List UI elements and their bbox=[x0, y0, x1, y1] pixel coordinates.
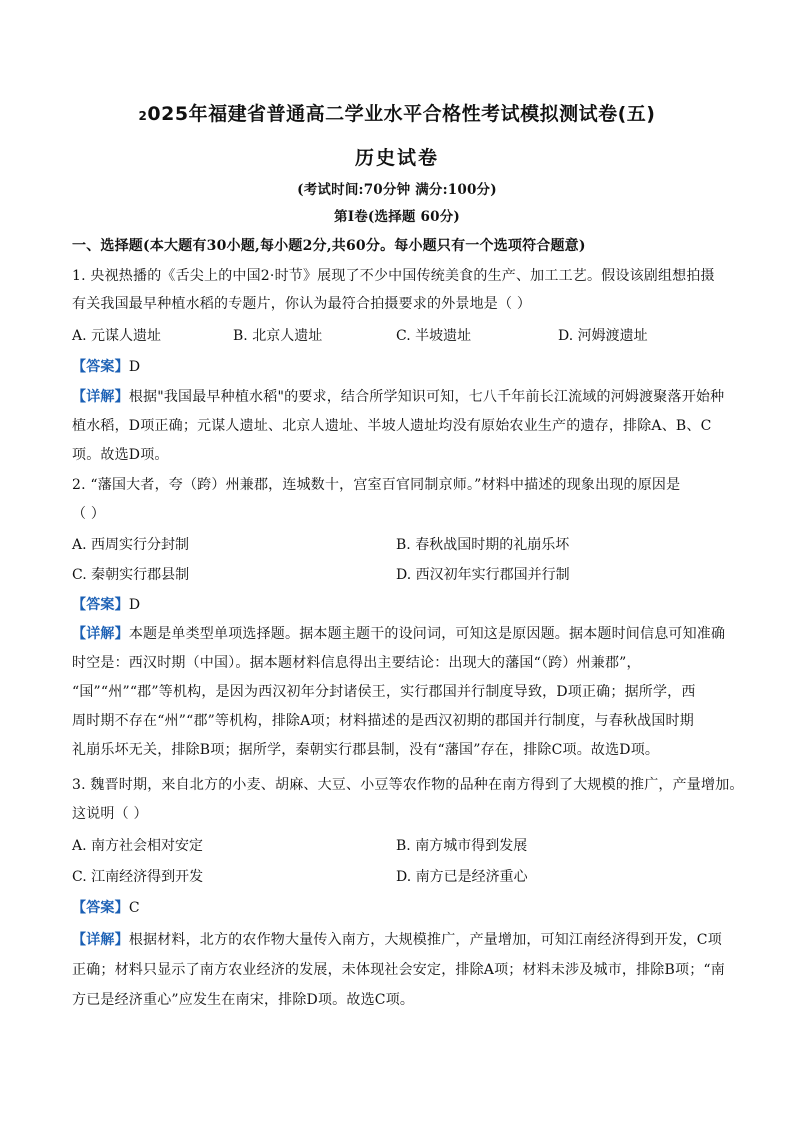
q2-stem-line-1: 2. “藩国大者，夸（跨）州兼郡，连城数十，宫室百官同制京师。”材料中描述的现象出现的原因是 bbox=[72, 477, 681, 493]
q1-detail-line-3: 项。故选D项。 bbox=[72, 447, 169, 463]
q2-option-a: A. 西周实行分封制 bbox=[72, 537, 190, 553]
volume-heading: 第Ⅰ卷(选择题 60分) bbox=[334, 209, 460, 225]
q3-detail-text-1: 根据材料，北方的农作物大量传入南方，大规模推广，产量增加，可知江南经济得到开发，C项 bbox=[128, 932, 722, 948]
answer-tag: 【答案】 bbox=[72, 900, 129, 916]
q2-answer-value: D bbox=[128, 597, 141, 613]
exam-title bbox=[0, 104, 794, 126]
q1-detail-line-2: 植水稻，D项正确；元谋人遗址、北京人遗址、半坡人遗址均没有原始农业生产的遗存，排除A、B、C bbox=[72, 418, 712, 434]
q2-answer bbox=[72, 595, 732, 615]
exam-info: (考试时间:70分钟 满分:100分) bbox=[297, 182, 497, 198]
section-heading: 一、选择题(本大题有30小题,每小题2分,共60分。每小题只有一个选项符合题意) bbox=[72, 238, 586, 254]
q1-option-d: D. 河姆渡遗址 bbox=[558, 328, 648, 344]
q2-detail-line-4: 周时期不存在“州”“郡”等机构，排除A项；材料描述的是西汉初期的郡国并行制度，与春秋战国时期 bbox=[72, 713, 694, 729]
q1-option-b: B. 北京人遗址 bbox=[233, 328, 323, 344]
q3-answer-value: C bbox=[128, 900, 140, 916]
q1-detail-text-1: 根据"我国最早种植水稻"的要求，结合所学知识可知，七八千年前长江流域的河姆渡聚落开始种 bbox=[128, 389, 725, 405]
exam-title-prefix: 2 bbox=[138, 109, 148, 123]
answer-tag: 【答案】 bbox=[72, 359, 129, 375]
q3-detail-line-2: 正确；材料只显示了南方农业经济的发展，未体现社会安定，排除A项；材料未涉及城市，排除B项；“南 bbox=[72, 962, 725, 978]
q2-option-d: D. 西汉初年实行郡国并行制 bbox=[396, 567, 570, 583]
q1-stem-line-2: 有关我国最早种植水稻的专题片，你认为最符合拍摄要求的外景地是（ ） bbox=[72, 296, 532, 312]
q2-detail-line-2: 时空是：西汉时期（中国）。据本题材料信息得出主要结论：出现大的藩国“（跨）州兼郡”， bbox=[72, 655, 641, 671]
exam-title-main: 025年福建省普通高二学业水平合格性考试模拟测试卷(五) bbox=[147, 103, 656, 125]
detail-tag: 【详解】 bbox=[72, 932, 129, 948]
q3-stem-line-1: 3. 魏晋时期，来自北方的小麦、胡麻、大豆、小豆等农作物的品种在南方得到了大规模的推广，产量增加。 bbox=[72, 777, 744, 793]
q3-stem-line-2: 这说明（ ） bbox=[72, 806, 148, 822]
q2-stem-line-2: （ ） bbox=[72, 506, 106, 522]
q1-answer bbox=[72, 357, 732, 377]
q1-answer-value: D bbox=[128, 359, 141, 375]
q1-option-a: A. 元谋人遗址 bbox=[72, 328, 162, 344]
q2-detail-line-3: “国”“州”“郡”等机构，是因为西汉初年分封诸侯王，实行郡国并行制度导致，D项正确；据所学，西 bbox=[72, 684, 696, 700]
q1-detail-line-1 bbox=[72, 387, 732, 407]
q1-option-c: C. 半坡遗址 bbox=[396, 328, 472, 344]
q3-detail-line-3: 方已是经济重心”应发生在南宋，排除D项。故选C项。 bbox=[72, 992, 415, 1008]
subject-title: 历史试卷 bbox=[354, 147, 439, 169]
detail-tag: 【详解】 bbox=[72, 389, 129, 405]
q3-option-c: C. 江南经济得到开发 bbox=[72, 869, 204, 885]
q3-option-a: A. 南方社会相对安定 bbox=[72, 838, 204, 854]
q2-option-c: C. 秦朝实行郡县制 bbox=[72, 567, 190, 583]
q3-answer bbox=[72, 898, 732, 918]
q2-detail-line-1 bbox=[72, 624, 732, 644]
q3-option-d: D. 南方已是经济重心 bbox=[396, 869, 528, 885]
detail-tag: 【详解】 bbox=[72, 626, 129, 642]
answer-tag: 【答案】 bbox=[72, 597, 129, 613]
q2-option-b: B. 春秋战国时期的礼崩乐坏 bbox=[396, 537, 570, 553]
q3-option-b: B. 南方城市得到发展 bbox=[396, 838, 528, 854]
q2-detail-line-5: 礼崩乐坏无关，排除B项；据所学，秦朝实行郡县制，没有“藩国”存在，排除C项。故选D项。 bbox=[72, 742, 660, 758]
q2-detail-text-1: 本题是单类型单项选择题。据本题主题干的设问词，可知这是原因题。据本题时间信息可知准确 bbox=[128, 626, 726, 642]
q1-stem-line-1: 1. 央视热播的《舌尖上的中国2·时节》展现了不少中国传统美食的生产、加工工艺。假设该剧组想拍摄 bbox=[72, 268, 715, 284]
q3-detail-line-1 bbox=[72, 930, 732, 950]
